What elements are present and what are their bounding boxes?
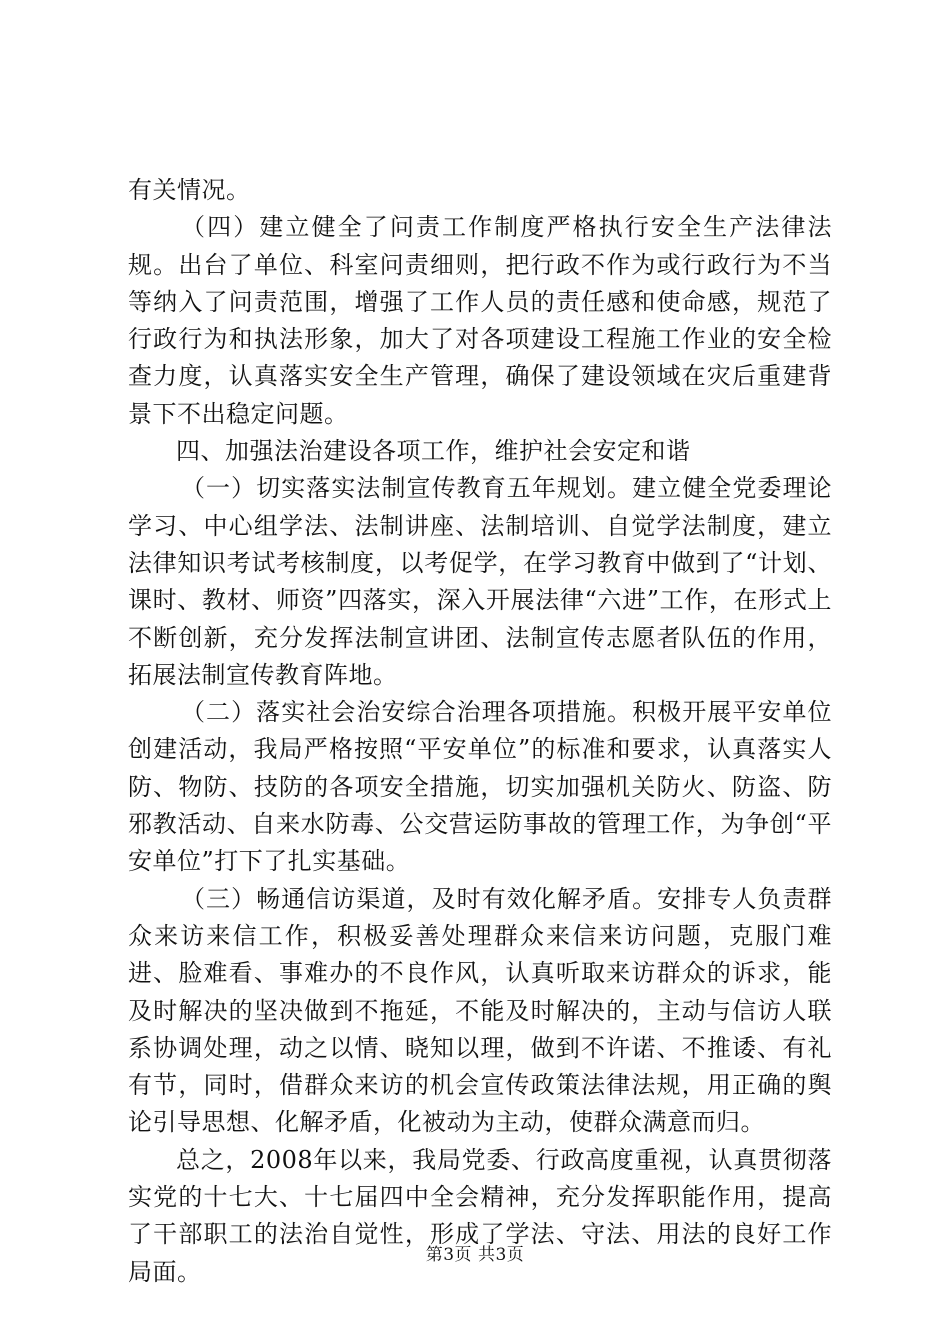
paragraph-legal-education-plan: （一）切实落实法制宣传教育五年规划。建立健全党委理论学习、中心组学法、法制讲座、法制培训、自觉学法制度，建立法律知识考试考核制度，以考促学，在学习教育中做到了“计划、课时、教材、师资”四落实，深入开展法律“六进”工作，在形式上不断创新，充分发挥法制宣讲团、法制宣传志愿者队伍的作用，拓展法制宣传教育阵地。 [128, 474, 832, 689]
paragraph-continuation: 有关情况。 [128, 176, 251, 204]
section-heading-rule-of-law: 四、加强法治建设各项工作，维护社会安定和谐 [176, 437, 691, 466]
paragraph-public-security-measures: （二）落实社会治安综合治理各项措施。积极开展平安单位创建活动，我局严格按照“平安单位”的标准和要求，认真落实人防、物防、技防的各项安全措施，切实加强机关防火、防盗、防邪教活动、自来水防毒、公交营运防事故的管理工作，为争创“平安单位”打下了扎实基础。 [128, 698, 832, 876]
page-number-footer: 第3页 共3页 [425, 1245, 525, 1265]
document-body [128, 172, 832, 1291]
paragraph-petition-channels: （三）畅通信访渠道，及时有效化解矛盾。安排专人负责群众来访来信工作，积极妥善处理群众来信来访问题，克服门难进、脸难看、事难办的不良作风，认真听取来访群众的诉求，能及时解决的坚决做到不拖延，不能及时解决的，主动与信访人联系协调处理，动之以情、晓知以理，做到不许诺、不推诿、有礼有节，同时，借群众来访的机会宣传政策法律法规，用正确的舆论引导思想、化解矛盾，化被动为主动，使群众满意而归。 [128, 884, 832, 1137]
paragraph-summary: 总之，2008年以来，我局党委、行政高度重视，认真贯彻落实党的十七大、十七届四中全会精神，充分发挥职能作用，提高了干部职工的法治自觉性，形成了学法、守法、用法的良好工作局面。 [128, 1145, 832, 1286]
paragraph-accountability-system: （四）建立健全了问责工作制度严格执行安全生产法律法规。出台了单位、科室问责细则，把行政不作为或行政行为不当等纳入了问责范围，增强了工作人员的责任感和使命感，规范了行政行为和执法形象，加大了对各项建设工程施工作业的安全检查力度，认真落实安全生产管理，确保了建设领域在灾后重建背景下不出稳定问题。 [128, 213, 832, 428]
